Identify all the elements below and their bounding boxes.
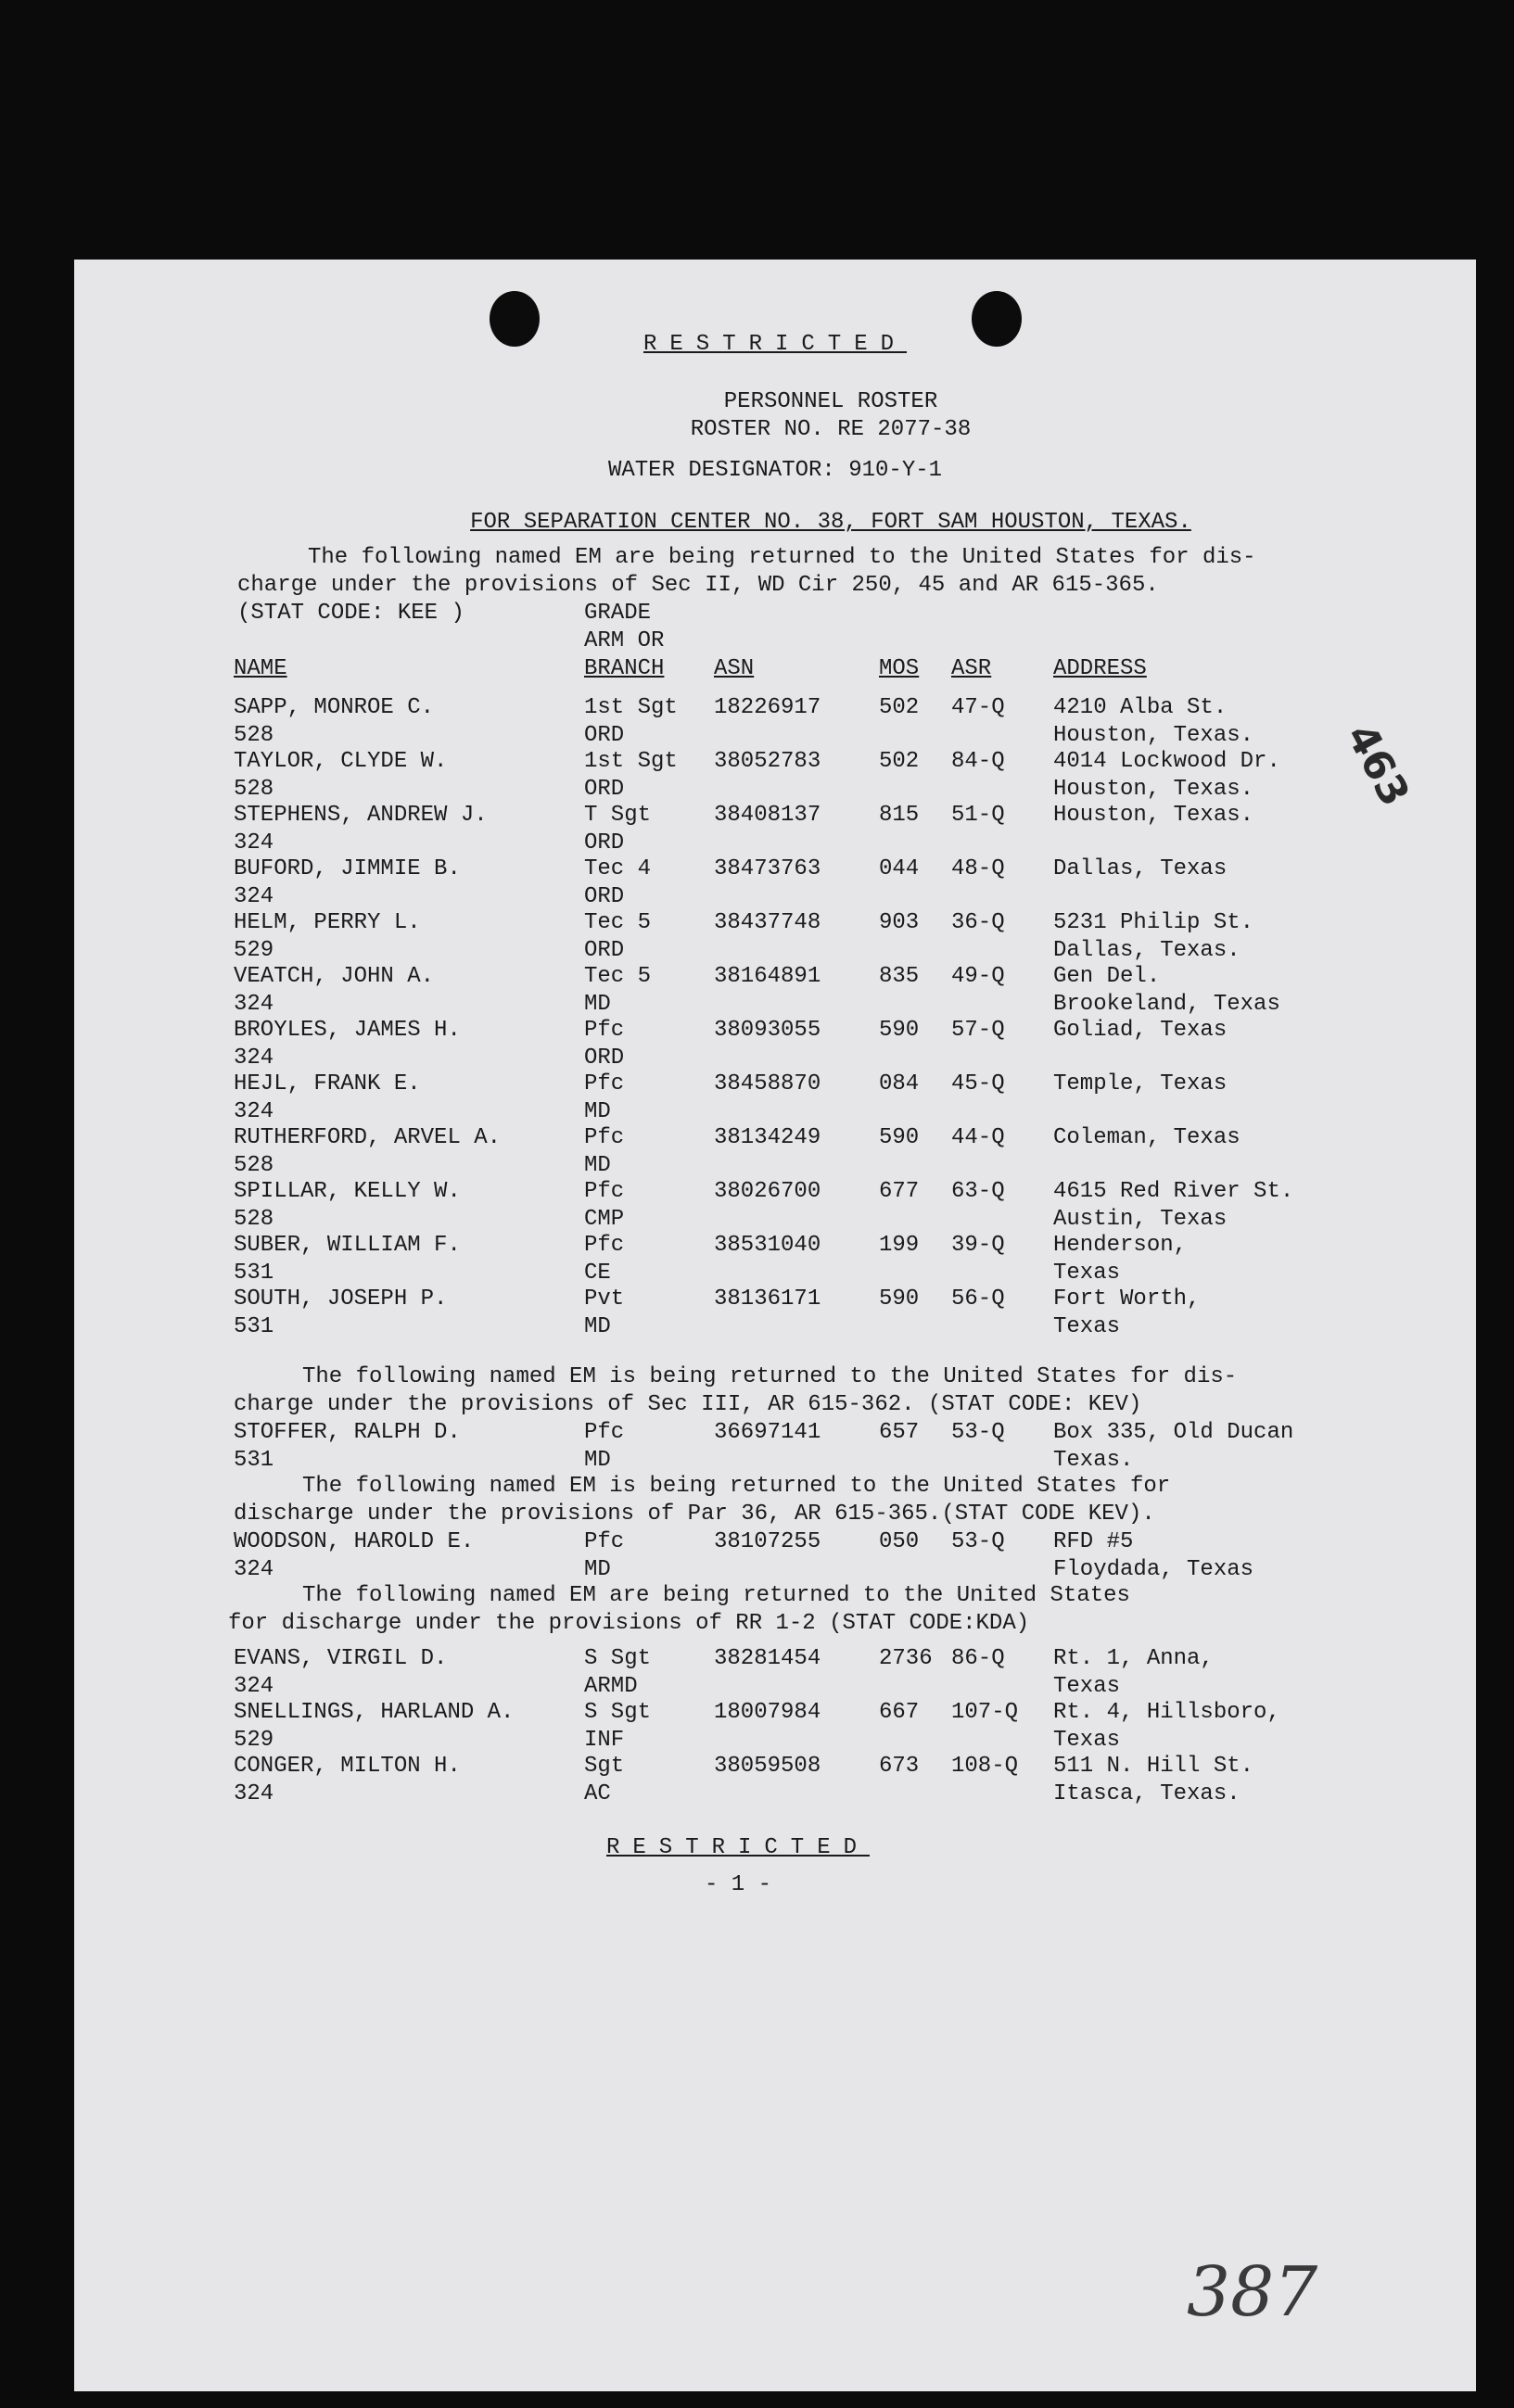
page-number: - 1 - bbox=[704, 1872, 771, 1897]
record-code: 324 bbox=[234, 1674, 274, 1699]
record-grade: T Sgt bbox=[584, 803, 652, 828]
record-address-line1: Rt. 4, Hillsboro, bbox=[1053, 1700, 1280, 1725]
record-asn: 38164891 bbox=[714, 964, 821, 989]
record-mos: 835 bbox=[879, 964, 920, 989]
record-asn: 38134249 bbox=[714, 1125, 821, 1150]
record-address-line1: 4014 Lockwood Dr. bbox=[1053, 749, 1280, 774]
record-mos: 502 bbox=[879, 749, 920, 774]
record-grade: Pfc bbox=[584, 1529, 625, 1554]
record-address-line1: Fort Worth, bbox=[1053, 1286, 1201, 1312]
record-branch: ORD bbox=[584, 938, 625, 963]
record-asr: 45-Q bbox=[951, 1071, 1005, 1096]
record-mos: 673 bbox=[879, 1754, 920, 1779]
record-address-line1: Houston, Texas. bbox=[1053, 803, 1254, 828]
record-mos: 667 bbox=[879, 1700, 920, 1725]
record-address-line2: Texas bbox=[1053, 1314, 1121, 1339]
record-name: TAYLOR, CLYDE W. bbox=[234, 749, 448, 774]
record-branch: ORD bbox=[584, 830, 625, 855]
record-asn: 38531040 bbox=[714, 1233, 821, 1258]
record-branch: CE bbox=[584, 1261, 611, 1286]
intro1-line1: The following named EM are being returned to the United States for dis- bbox=[308, 545, 1256, 570]
record-branch: ORD bbox=[584, 777, 625, 802]
record-asr: 84-Q bbox=[951, 749, 1005, 774]
record-asr: 47-Q bbox=[951, 695, 1005, 720]
record-address-line1: 511 N. Hill St. bbox=[1053, 1754, 1254, 1779]
record-grade: Pfc bbox=[584, 1071, 625, 1096]
record-name: STOFFER, RALPH D. bbox=[234, 1420, 461, 1445]
record-address-line1: 4210 Alba St. bbox=[1053, 695, 1228, 720]
record-row bbox=[74, 1018, 1465, 1073]
record-code: 531 bbox=[234, 1261, 274, 1286]
record-branch: MD bbox=[584, 1314, 611, 1339]
col-asr: ASR bbox=[951, 656, 992, 681]
record-mos: 657 bbox=[879, 1420, 920, 1445]
record-address-line1: Temple, Texas bbox=[1053, 1071, 1228, 1096]
classification-top: RESTRICTED bbox=[642, 332, 908, 357]
record-branch: MD bbox=[584, 1557, 611, 1582]
record-row bbox=[74, 1233, 1465, 1288]
record-row bbox=[74, 964, 1465, 1020]
record-mos: 590 bbox=[879, 1286, 920, 1312]
record-name: HEJL, FRANK E. bbox=[234, 1071, 421, 1096]
record-asr: 63-Q bbox=[951, 1179, 1005, 1204]
record-branch: MD bbox=[584, 1153, 611, 1178]
record-address-line1: Coleman, Texas bbox=[1053, 1125, 1240, 1150]
record-name: WOODSON, HAROLD E. bbox=[234, 1529, 475, 1554]
intro3-line1: The following named EM is being returned to the United States for bbox=[302, 1474, 1171, 1499]
record-code: 324 bbox=[234, 1046, 274, 1071]
record-code: 324 bbox=[234, 1781, 274, 1806]
record-branch: MD bbox=[584, 992, 611, 1017]
record-row bbox=[74, 1700, 1465, 1755]
record-code: 528 bbox=[234, 777, 274, 802]
record-mos: 199 bbox=[879, 1233, 920, 1258]
record-asr: 36-Q bbox=[951, 910, 1005, 935]
record-code: 324 bbox=[234, 1557, 274, 1582]
record-branch: ORD bbox=[584, 1046, 625, 1071]
record-address-line1: 4615 Red River St. bbox=[1053, 1179, 1294, 1204]
record-row bbox=[74, 1420, 1465, 1476]
record-asr: 39-Q bbox=[951, 1233, 1005, 1258]
record-grade: 1st Sgt bbox=[584, 749, 678, 774]
record-address-line1: Rt. 1, Anna, bbox=[1053, 1646, 1214, 1671]
record-branch: MD bbox=[584, 1099, 611, 1124]
record-row bbox=[74, 1286, 1465, 1342]
intro1-line3: (STAT CODE: KEE ) bbox=[237, 601, 464, 626]
record-address-line1: Goliad, Texas bbox=[1053, 1018, 1228, 1043]
record-mos: 590 bbox=[879, 1018, 920, 1043]
record-branch: MD bbox=[584, 1448, 611, 1473]
record-asn: 38059508 bbox=[714, 1754, 821, 1779]
record-asn: 38408137 bbox=[714, 803, 821, 828]
record-row bbox=[74, 1071, 1465, 1127]
record-row bbox=[74, 910, 1465, 966]
record-name: BUFORD, JIMMIE B. bbox=[234, 856, 461, 881]
record-code: 528 bbox=[234, 1153, 274, 1178]
record-address-line1: Gen Del. bbox=[1053, 964, 1161, 989]
record-grade: Tec 4 bbox=[584, 856, 652, 881]
record-asr: 53-Q bbox=[951, 1529, 1005, 1554]
record-row bbox=[74, 1754, 1465, 1809]
col-asn: ASN bbox=[714, 656, 755, 681]
record-asr: 53-Q bbox=[951, 1420, 1005, 1445]
handwritten-stamp-number: 463 bbox=[1336, 716, 1419, 815]
record-asn: 18007984 bbox=[714, 1700, 821, 1725]
record-name: CONGER, MILTON H. bbox=[234, 1754, 461, 1779]
record-mos: 050 bbox=[879, 1529, 920, 1554]
record-mos: 502 bbox=[879, 695, 920, 720]
col-branch: BRANCH bbox=[584, 656, 665, 681]
roster-number: ROSTER NO. RE 2077-38 bbox=[690, 417, 972, 442]
record-code: 324 bbox=[234, 1099, 274, 1124]
record-name: VEATCH, JOHN A. bbox=[234, 964, 435, 989]
record-row bbox=[74, 1646, 1465, 1702]
record-code: 529 bbox=[234, 1728, 274, 1753]
record-mos: 903 bbox=[879, 910, 920, 935]
record-asr: 108-Q bbox=[951, 1754, 1019, 1779]
record-name: EVANS, VIRGIL D. bbox=[234, 1646, 448, 1671]
roster-title: PERSONNEL ROSTER bbox=[723, 389, 938, 414]
col-name: NAME bbox=[234, 656, 287, 681]
intro1-line2: charge under the provisions of Sec II, WD Cir 250, 45 and AR 615-365. bbox=[237, 573, 1159, 598]
record-address-line2: Texas bbox=[1053, 1728, 1121, 1753]
record-grade: Pfc bbox=[584, 1420, 625, 1445]
record-address-line2: Houston, Texas. bbox=[1053, 777, 1254, 802]
record-grade: S Sgt bbox=[584, 1700, 652, 1725]
record-asr: 51-Q bbox=[951, 803, 1005, 828]
record-branch: ORD bbox=[584, 884, 625, 909]
record-address-line2: Texas bbox=[1053, 1674, 1121, 1699]
record-name: SAPP, MONROE C. bbox=[234, 695, 435, 720]
record-branch: CMP bbox=[584, 1207, 625, 1232]
intro3-line2: discharge under the provisions of Par 36, AR 615-365.(STAT CODE KEV). bbox=[234, 1502, 1155, 1527]
record-code: 324 bbox=[234, 884, 274, 909]
record-mos: 815 bbox=[879, 803, 920, 828]
intro4-line2: for discharge under the provisions of RR 1-2 (STAT CODE:KDA) bbox=[228, 1611, 1030, 1636]
record-asn: 36697141 bbox=[714, 1420, 821, 1445]
record-asr: 48-Q bbox=[951, 856, 1005, 881]
col-grade-line1: GRADE bbox=[584, 601, 652, 626]
record-asn: 38473763 bbox=[714, 856, 821, 881]
record-name: SOUTH, JOSEPH P. bbox=[234, 1286, 448, 1312]
record-address-line1: RFD #5 bbox=[1053, 1529, 1134, 1554]
record-asr: 44-Q bbox=[951, 1125, 1005, 1150]
record-name: SNELLINGS, HARLAND A. bbox=[234, 1700, 515, 1725]
record-asn: 38136171 bbox=[714, 1286, 821, 1312]
record-address-line2: Floydada, Texas bbox=[1053, 1557, 1254, 1582]
record-grade: Pfc bbox=[584, 1125, 625, 1150]
record-asn: 18226917 bbox=[714, 695, 821, 720]
record-name: BROYLES, JAMES H. bbox=[234, 1018, 461, 1043]
record-code: 531 bbox=[234, 1314, 274, 1339]
record-grade: Pvt bbox=[584, 1286, 625, 1312]
record-address-line1: Henderson, bbox=[1053, 1233, 1188, 1258]
record-address-line2: Texas bbox=[1053, 1261, 1121, 1286]
record-name: STEPHENS, ANDREW J. bbox=[234, 803, 488, 828]
col-grade-line2: ARM OR bbox=[584, 628, 665, 653]
record-grade: Tec 5 bbox=[584, 910, 652, 935]
record-asr: 107-Q bbox=[951, 1700, 1019, 1725]
record-asn: 38093055 bbox=[714, 1018, 821, 1043]
record-mos: 590 bbox=[879, 1125, 920, 1150]
record-asn: 38281454 bbox=[714, 1646, 821, 1671]
record-asr: 56-Q bbox=[951, 1286, 1005, 1312]
record-address-line2: Itasca, Texas. bbox=[1053, 1781, 1240, 1806]
record-row bbox=[74, 1179, 1465, 1235]
record-row bbox=[74, 749, 1465, 805]
intro4-line1: The following named EM are being returned to the United States bbox=[302, 1583, 1130, 1608]
record-address-line1: 5231 Philip St. bbox=[1053, 910, 1254, 935]
record-grade: S Sgt bbox=[584, 1646, 652, 1671]
record-name: SPILLAR, KELLY W. bbox=[234, 1179, 461, 1204]
record-grade: Tec 5 bbox=[584, 964, 652, 989]
separation-center-line: FOR SEPARATION CENTER NO. 38, FORT SAM HOUSTON, TEXAS. bbox=[470, 510, 1191, 535]
record-grade: Sgt bbox=[584, 1754, 625, 1779]
handwritten-folio-number: 387 bbox=[1187, 2252, 1318, 2332]
record-code: 531 bbox=[234, 1448, 274, 1473]
record-name: RUTHERFORD, ARVEL A. bbox=[234, 1125, 502, 1150]
col-mos: MOS bbox=[879, 656, 920, 681]
record-address-line2: Dallas, Texas. bbox=[1053, 938, 1240, 963]
record-row bbox=[74, 695, 1465, 751]
record-asn: 38026700 bbox=[714, 1179, 821, 1204]
record-asn: 38458870 bbox=[714, 1071, 821, 1096]
record-row bbox=[74, 856, 1465, 912]
record-mos: 084 bbox=[879, 1071, 920, 1096]
record-branch: ORD bbox=[584, 723, 625, 748]
record-grade: 1st Sgt bbox=[584, 695, 678, 720]
record-code: 528 bbox=[234, 723, 274, 748]
record-mos: 044 bbox=[879, 856, 920, 881]
record-name: HELM, PERRY L. bbox=[234, 910, 421, 935]
record-asr: 86-Q bbox=[951, 1646, 1005, 1671]
record-row bbox=[74, 803, 1465, 858]
intro2-line1: The following named EM is being returned to the United States for dis- bbox=[302, 1364, 1238, 1389]
record-asr: 49-Q bbox=[951, 964, 1005, 989]
record-asr: 57-Q bbox=[951, 1018, 1005, 1043]
intro2-line2: charge under the provisions of Sec III, AR 615-362. (STAT CODE: KEV) bbox=[234, 1392, 1142, 1417]
record-address-line1: Dallas, Texas bbox=[1053, 856, 1228, 881]
water-designator: WATER DESIGNATOR: 910-Y-1 bbox=[607, 458, 943, 483]
record-branch: AC bbox=[584, 1781, 611, 1806]
record-code: 324 bbox=[234, 830, 274, 855]
document-page bbox=[74, 260, 1476, 2391]
record-address-line2: Austin, Texas bbox=[1053, 1207, 1228, 1232]
record-address-line2: Houston, Texas. bbox=[1053, 723, 1254, 748]
record-row bbox=[74, 1125, 1465, 1181]
record-code: 528 bbox=[234, 1207, 274, 1232]
record-name: SUBER, WILLIAM F. bbox=[234, 1233, 461, 1258]
record-row bbox=[74, 1529, 1465, 1585]
record-address-line2: Brookeland, Texas bbox=[1053, 992, 1280, 1017]
record-mos: 677 bbox=[879, 1179, 920, 1204]
record-mos: 2736 bbox=[879, 1646, 933, 1671]
record-code: 529 bbox=[234, 938, 274, 963]
record-code: 324 bbox=[234, 992, 274, 1017]
record-branch: ARMD bbox=[584, 1674, 638, 1699]
classification-bottom: RESTRICTED bbox=[605, 1835, 871, 1860]
record-grade: Pfc bbox=[584, 1018, 625, 1043]
col-address: ADDRESS bbox=[1053, 656, 1147, 681]
record-branch: INF bbox=[584, 1728, 625, 1753]
record-asn: 38052783 bbox=[714, 749, 821, 774]
record-grade: Pfc bbox=[584, 1233, 625, 1258]
record-grade: Pfc bbox=[584, 1179, 625, 1204]
record-asn: 38107255 bbox=[714, 1529, 821, 1554]
record-address-line1: Box 335, Old Ducan bbox=[1053, 1420, 1294, 1445]
record-asn: 38437748 bbox=[714, 910, 821, 935]
record-address-line2: Texas. bbox=[1053, 1448, 1134, 1473]
